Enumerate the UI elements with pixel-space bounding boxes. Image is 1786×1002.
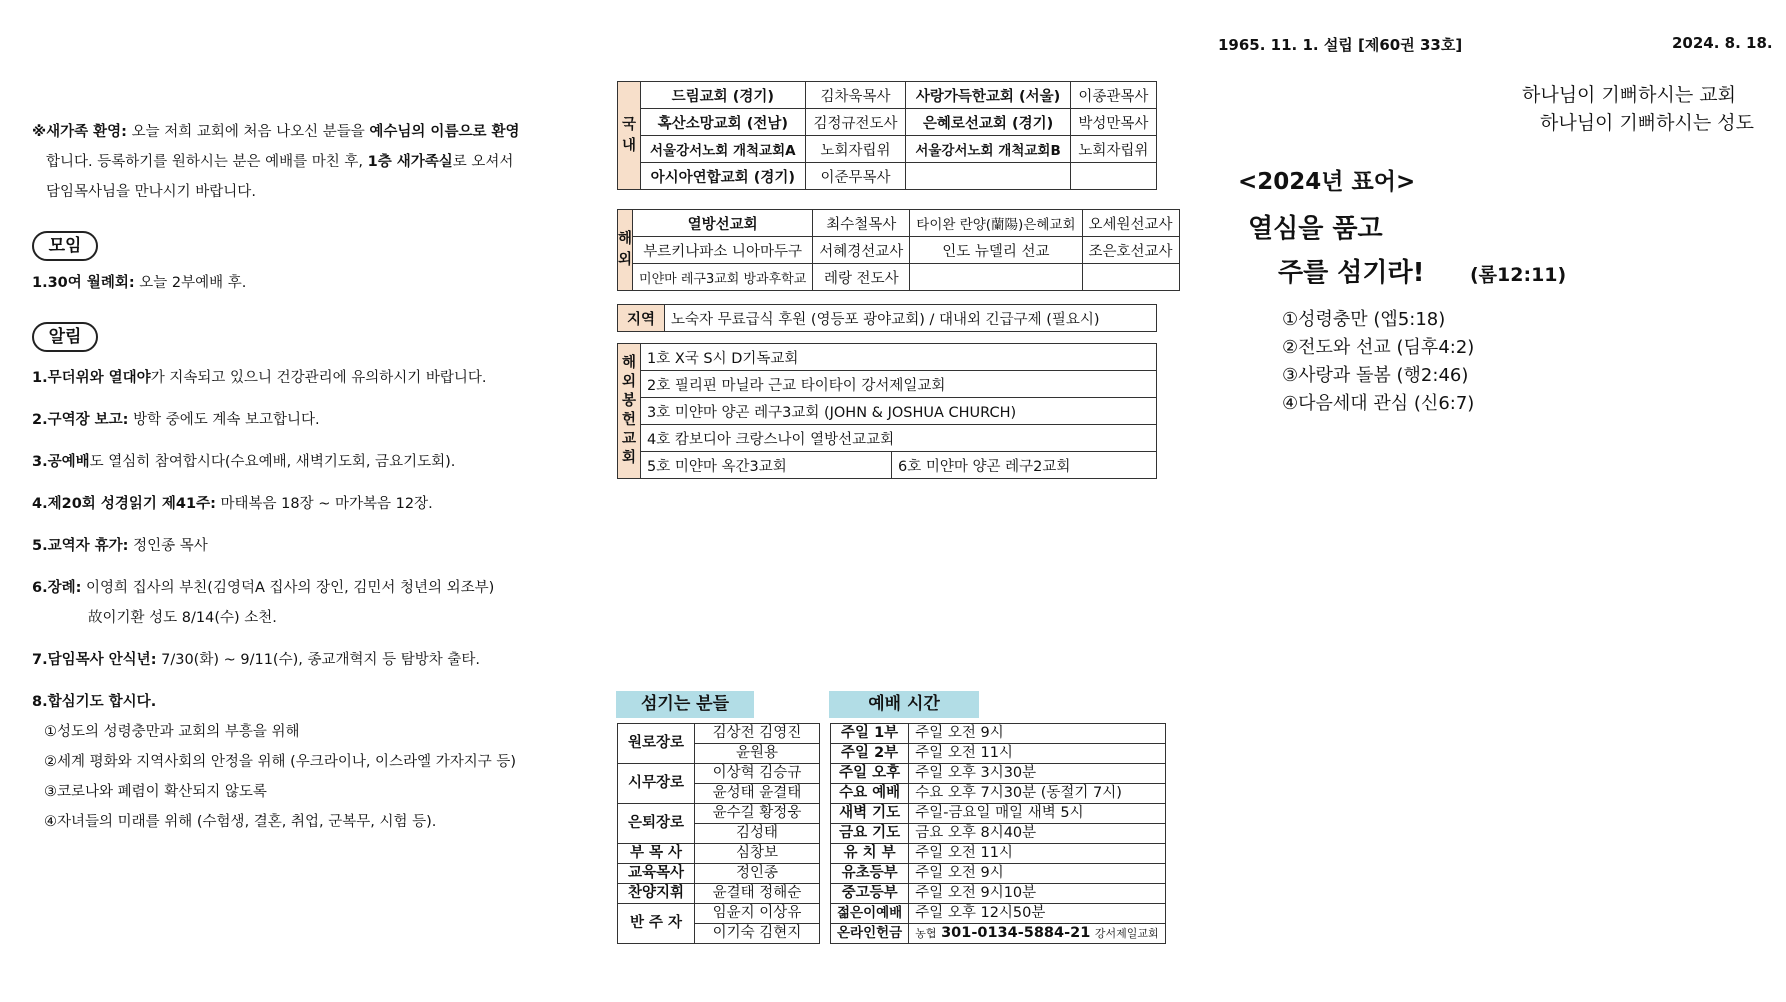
offering-church: 4호 캄보디아 크랑스나이 열방선교교회 [641,425,1157,452]
worship-title: 예배 시간 [829,691,979,718]
servants-title: 섬기는 분들 [616,691,754,718]
welcome-line-3: 담임목사님을 만나시기 바랍니다. [46,184,256,200]
motto-point: ④다음세대 관심 (신6:7) [1282,393,1475,414]
notice-item: 1.무더위와 열대야가 지속되고 있으니 건강관리에 유의하시기 바랍니다. [32,370,487,386]
service-name: 젊은이예배 [831,904,909,924]
servant-names: 이기숙 김현지 [695,924,820,944]
mission-pastor: 최수철목사 [813,210,910,237]
region-text: 노숙자 무료급식 후원 (영등포 광야교회) / 대내외 긴급구제 (필요시) [665,305,1157,332]
service-name: 주일 1부 [831,724,909,744]
motto-line-1: 열심을 품고 [1248,214,1383,244]
mission-pastor: 이준무목사 [805,163,906,190]
welcome-line-1: ※새가족 환영: 오늘 저희 교회에 처음 나오신 분들을 예수님의 이름으로 환영 [32,124,520,140]
mission-pastor: 박성만목사 [1070,109,1156,136]
slogan-church: 하나님이 기뻐하시는 교회 [1522,84,1736,106]
region-table [617,304,1157,332]
servant-role: 찬양지휘 [618,884,695,904]
notice-item: 4.제20회 성경읽기 제41주: 마태복음 18장 ~ 마가복음 12장. [32,496,433,512]
mission-church: 서울강서노회 개척교회A [641,136,806,163]
service-name: 유 치 부 [831,844,909,864]
motto-line-2: 주를 섬기라! [1278,258,1425,288]
notice-item: 5.교역자 휴가: 정인종 목사 [32,538,208,554]
prayer-item: ③코로나와 폐렴이 확산되지 않도록 [44,784,267,800]
service-name: 새벽 기도 [831,804,909,824]
mission-church: 사랑가득한교회 (서울) [906,82,1070,109]
motto-reference: (롬12:11) [1470,264,1567,286]
servant-names: 김상전 김영진 [695,724,820,744]
mission-pastor: 노회자립위 [1070,136,1156,163]
servant-role: 원로장로 [618,724,695,764]
servant-role: 부 목 사 [618,844,695,864]
prayer-item: ①성도의 성령충만과 교회의 부흥을 위해 [44,724,300,740]
region-label: 지역 [618,305,665,332]
mission-pastor: 김차욱목사 [805,82,906,109]
notice-item: 6.장례: 이영희 집사의 부친(김영덕A 집사의 장인, 김민서 청년의 외조부) [32,580,495,596]
service-name: 유초등부 [831,864,909,884]
mission-church: 서울강서노회 개척교회B [906,136,1070,163]
mission-church: 타이완 란양(蘭陽)은혜교회 [910,210,1082,237]
service-time: 주일-금요일 매일 새벽 5시 [909,804,1165,824]
motto-point: ①성령충만 (엡5:18) [1282,309,1446,330]
offering-church: 2호 필리핀 마닐라 근교 타이타이 강서제일교회 [641,371,1157,398]
service-time: 주일 오전 9시 [909,864,1165,884]
prayer-item: ④자녀들의 미래를 위해 (수험생, 결혼, 취업, 군복무, 시험 등). [44,814,437,830]
founded-info: 1965. 11. 1. 설립 [제60권 33호] [1218,36,1463,54]
service-time: 주일 오전 9시 [909,724,1165,744]
mission-church: 열방선교회 [633,210,813,237]
worship-table [830,723,1166,944]
service-time: 수요 오후 7시30분 (동절기 7시) [909,784,1165,804]
servant-role: 은퇴장로 [618,804,695,844]
online-offering-account: 농협 301-0134-5884-21 강서제일교회 [909,924,1165,944]
domestic-missions-table [617,81,1157,190]
servant-names: 윤수길 황정웅 [695,804,820,824]
servant-role: 시무장로 [618,764,695,804]
servant-role: 반 주 자 [618,904,695,944]
service-time: 금요 오후 8시40분 [909,824,1165,844]
service-time: 주일 오후 12시50분 [909,904,1165,924]
servant-names: 정인종 [695,864,820,884]
mission-church: 혹산소망교회 (전남) [641,109,806,136]
notice-item: 8.합심기도 합시다. [32,694,157,710]
online-offering-label: 온라인헌금 [831,924,909,944]
service-name: 주일 오후 [831,764,909,784]
servant-names: 김성태 [695,824,820,844]
service-time: 주일 오후 3시30분 [909,764,1165,784]
service-time: 주일 오전 11시 [909,844,1165,864]
servant-names: 윤성태 윤결태 [695,784,820,804]
service-time: 주일 오전 9시10분 [909,884,1165,904]
servant-names: 윤원용 [695,744,820,764]
offering-label: 해 외 봉 헌 교 회 [618,344,641,479]
overseas-missions-table [617,209,1180,291]
mission-pastor: 이종관목사 [1070,82,1156,109]
motto-title: <2024년 표어> [1238,169,1416,195]
mission-church: 아시아연합교회 (경기) [641,163,806,190]
servants-table [617,723,820,944]
servant-names: 이상혁 김승규 [695,764,820,784]
bulletin-date: 2024. 8. 18. [1672,34,1773,52]
news-label: 알림 [32,322,98,352]
mission-pastor: 김정규전도사 [805,109,906,136]
servant-role: 교육목사 [618,864,695,884]
mission-church: 인도 뉴델리 선교 [910,237,1082,264]
motto-point: ③사랑과 돌봄 (행2:46) [1282,365,1469,386]
offering-church: 3호 미얀마 양곤 레구3교회 (JOHN & JOSHUA CHURCH) [641,398,1157,425]
welcome-line-2: 합니다. 등록하기를 원하시는 분은 예배를 마친 후, 1층 새가족실로 오셔서 [46,154,514,170]
mission-church: 미얀마 레구3교회 방과후학교 [633,264,813,291]
notice-item: 2.구역장 보고: 방학 중에도 계속 보고합니다. [32,412,320,428]
offering-church: 6호 미얀마 양곤 레구2교회 [892,452,1157,479]
mission-pastor: 서혜경선교사 [813,237,910,264]
offering-church: 5호 미얀마 옥간3교회 [641,452,892,479]
servant-names: 윤결태 정해순 [695,884,820,904]
mission-church: 은혜로선교회 (경기) [906,109,1070,136]
mission-pastor: 오세원선교사 [1082,210,1179,237]
service-name: 금요 기도 [831,824,909,844]
mission-church: 부르키나파소 니아마두구 [633,237,813,264]
slogan-believer: 하나님이 기뻐하시는 성도 [1540,112,1754,134]
mission-pastor: 레랑 전도사 [813,264,910,291]
meeting-item: 1.30여 월례회: 오늘 2부예배 후. [32,275,247,291]
service-name: 수요 예배 [831,784,909,804]
mission-pastor: 조은호선교사 [1082,237,1179,264]
mission-church: 드림교회 (경기) [641,82,806,109]
service-name: 중고등부 [831,884,909,904]
servant-names: 임윤지 이상유 [695,904,820,924]
mission-pastor: 노회자립위 [805,136,906,163]
notice-item: 7.담임목사 안식년: 7/30(화) ~ 9/11(수), 종교개혁지 등 탐방차 출타. [32,652,480,668]
domestic-label: 국 내 [618,82,641,190]
meeting-label: 모임 [32,231,98,261]
prayer-item: ②세계 평화와 지역사회의 안정을 위해 (우크라이나, 이스라엘 가자지구 등) [44,754,516,770]
offering-church: 1호 X국 S시 D기독교회 [641,344,1157,371]
motto-point: ②전도와 선교 (딤후4:2) [1282,337,1475,358]
service-name: 주일 2부 [831,744,909,764]
notice-item-continued: 故이기환 성도 8/14(수) 소천. [88,610,277,626]
notice-item: 3.공예배도 열심히 참여합시다(수요예배, 새벽기도회, 금요기도회). [32,454,456,470]
overseas-label: 해 외 [618,210,633,291]
servant-names: 심창보 [695,844,820,864]
offering-churches-table [617,343,1157,479]
service-time: 주일 오전 11시 [909,744,1165,764]
